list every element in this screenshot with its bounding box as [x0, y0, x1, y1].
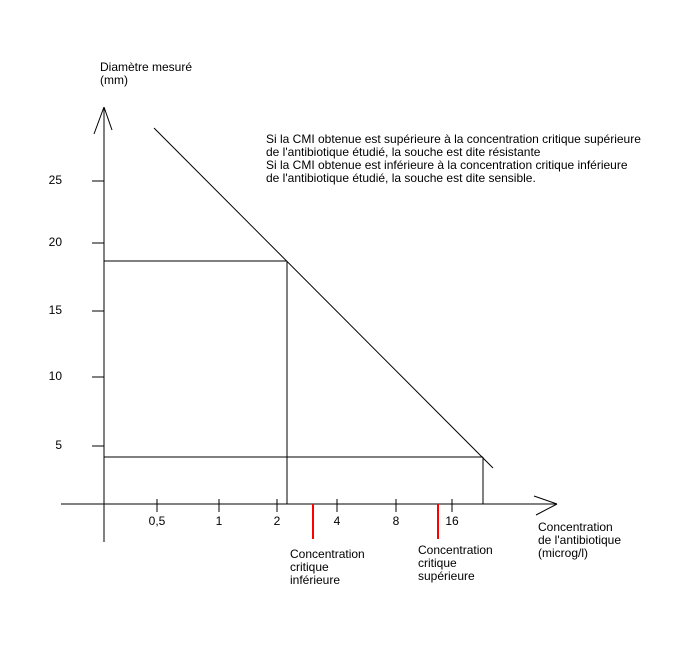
annotation-line4: de l'antibiotique étudié, la souche est dite sensible.: [266, 171, 536, 185]
y-tick-label: 10: [48, 369, 62, 383]
x-axis-arrowhead-top: [534, 496, 557, 504]
x-axis-title-line3: (microg/l): [538, 546, 588, 560]
x-tick-label: 4: [333, 514, 341, 528]
y-axis-arrowhead-right: [104, 107, 112, 130]
x-axis-title-line1: Concentration: [538, 520, 613, 534]
y-axis-title-line2: (mm): [100, 73, 128, 87]
y-axis-title-line1: Diamètre mesuré: [100, 60, 193, 74]
y-axis-arrowhead-left: [94, 107, 104, 134]
y-tick-label: 20: [48, 235, 62, 249]
critical-lower-label-line3: inférieure: [290, 573, 341, 587]
x-tick-label: 8: [392, 514, 400, 528]
x-axis-title-line2: de l'antibiotique: [538, 533, 622, 547]
critical-upper-label-line3: supérieure: [418, 569, 475, 583]
y-tick-label: 5: [55, 438, 62, 452]
x-tick-label: 2: [273, 514, 281, 528]
critical-lower-label-line1: Concentration: [290, 547, 365, 561]
critical-upper-label-line2: critique: [418, 556, 457, 570]
y-tick-label: 25: [48, 173, 62, 187]
critical-upper-label-line1: Concentration: [418, 543, 493, 557]
y-axis-title: [100, 61, 192, 87]
x-axis-title: [538, 521, 621, 560]
critical-upper-label: [418, 544, 493, 583]
critical-lower-label: [290, 548, 365, 587]
annotation-line1: Si la CMI obtenue est supérieure à la concentration critique supérieure: [266, 132, 641, 146]
annotation-line2: de l'antibiotique étudié, la souche est dite résistante: [266, 145, 541, 159]
x-axis-arrowhead-bottom: [536, 504, 557, 515]
critical-lower-label-line2: critique: [290, 560, 329, 574]
x-tick-label: 1: [215, 514, 223, 528]
cmi-rule-annotation: [266, 133, 641, 185]
y-tick-label: 15: [48, 303, 62, 317]
annotation-line3: Si la CMI obtenue est inférieure à la concentration critique inférieure: [266, 158, 628, 172]
x-tick-label: 16: [445, 514, 459, 528]
x-tick-label: 0,5: [148, 514, 166, 528]
